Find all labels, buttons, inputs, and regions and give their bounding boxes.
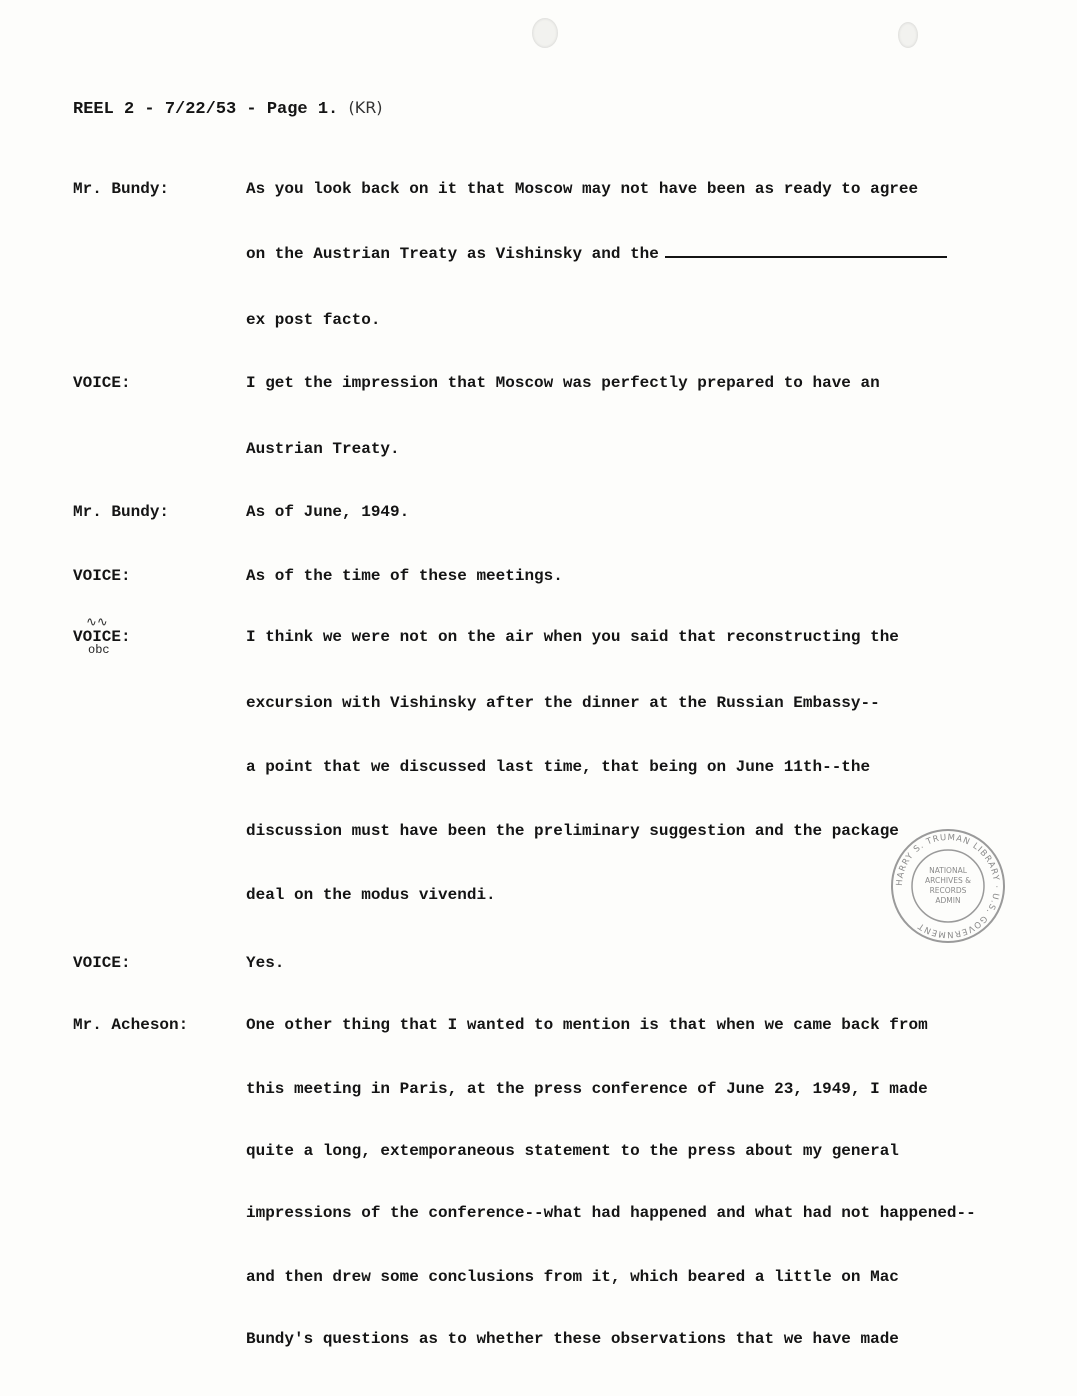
- transcript-line: I think we were not on the air when you said that reconstructing the: [246, 628, 899, 646]
- overtype-mark: obc: [88, 643, 110, 657]
- transcript-line: Austrian Treaty.: [246, 440, 400, 458]
- page-header: [73, 98, 383, 119]
- punch-hole: [532, 18, 558, 48]
- speaker-label: Mr. Bundy:: [73, 180, 170, 198]
- transcript-line: discussion must have been the preliminary suggestion and the package: [246, 822, 899, 840]
- punch-hole: [898, 22, 918, 48]
- header-handwritten-initials: (KR): [348, 98, 383, 117]
- handwritten-squiggle-mark: ∿∿: [86, 615, 108, 630]
- transcript-line: impressions of the conference--what had happened and what had not happened--: [246, 1204, 976, 1222]
- transcript-line: One other thing that I wanted to mention is that when we came back from: [246, 1016, 928, 1034]
- speaker-label: VOICE:: [73, 374, 131, 392]
- transcript-line: a point that we discussed last time, that being on June 11th--the: [246, 758, 871, 776]
- stamp-inner-line: ARCHIVES &: [925, 876, 971, 885]
- speaker-label: Mr. Bundy:: [73, 503, 170, 521]
- stamp-inner-line: NATIONAL: [929, 866, 967, 875]
- transcript-line: excursion with Vishinsky after the dinner at the Russian Embassy--: [246, 694, 880, 712]
- speaker-label: VOICE:: [73, 954, 131, 972]
- speaker-label: VOICE:: [73, 567, 131, 585]
- transcript-line: this meeting in Paris, at the press conference of June 23, 1949, I made: [246, 1080, 928, 1098]
- stamp-inner-line: ADMIN: [935, 896, 961, 905]
- library-stamp: [888, 826, 1008, 946]
- header-reel-text: REEL 2 - 7/22/53 - Page 1.: [73, 100, 339, 119]
- stamp-outer-text: HARRY S. TRUMAN LIBRARY · U.S. GOVERNMENT: [894, 832, 1002, 940]
- transcript-line: deal on the modus vivendi.: [246, 886, 496, 904]
- transcript-line: [246, 245, 947, 263]
- transcript-line: Bundy's questions as to whether these observations that we have made: [246, 1330, 899, 1348]
- stamp-seal-icon: [888, 826, 1008, 946]
- transcript-line: I get the impression that Moscow was perfectly prepared to have an: [246, 374, 880, 392]
- transcript-line: Yes.: [246, 954, 285, 972]
- transcript-line: As of the time of these meetings.: [246, 567, 563, 585]
- transcript-line: ex post facto.: [246, 311, 381, 329]
- transcript-line: As you look back on it that Moscow may not have been as ready to agree: [246, 180, 919, 198]
- blank-underline: [665, 256, 947, 258]
- transcript-line: As of June, 1949.: [246, 503, 410, 521]
- transcript-line-text: on the Austrian Treaty as Vishinsky and the: [246, 245, 659, 263]
- speaker-label: Mr. Acheson:: [73, 1016, 189, 1034]
- transcript-line: quite a long, extemporaneous statement to the press about my general: [246, 1142, 899, 1160]
- stamp-inner-line: RECORDS: [929, 886, 967, 895]
- transcript-line: and then drew some conclusions from it, which beared a little on Mac: [246, 1268, 899, 1286]
- speaker-label: VOICE:: [73, 628, 131, 646]
